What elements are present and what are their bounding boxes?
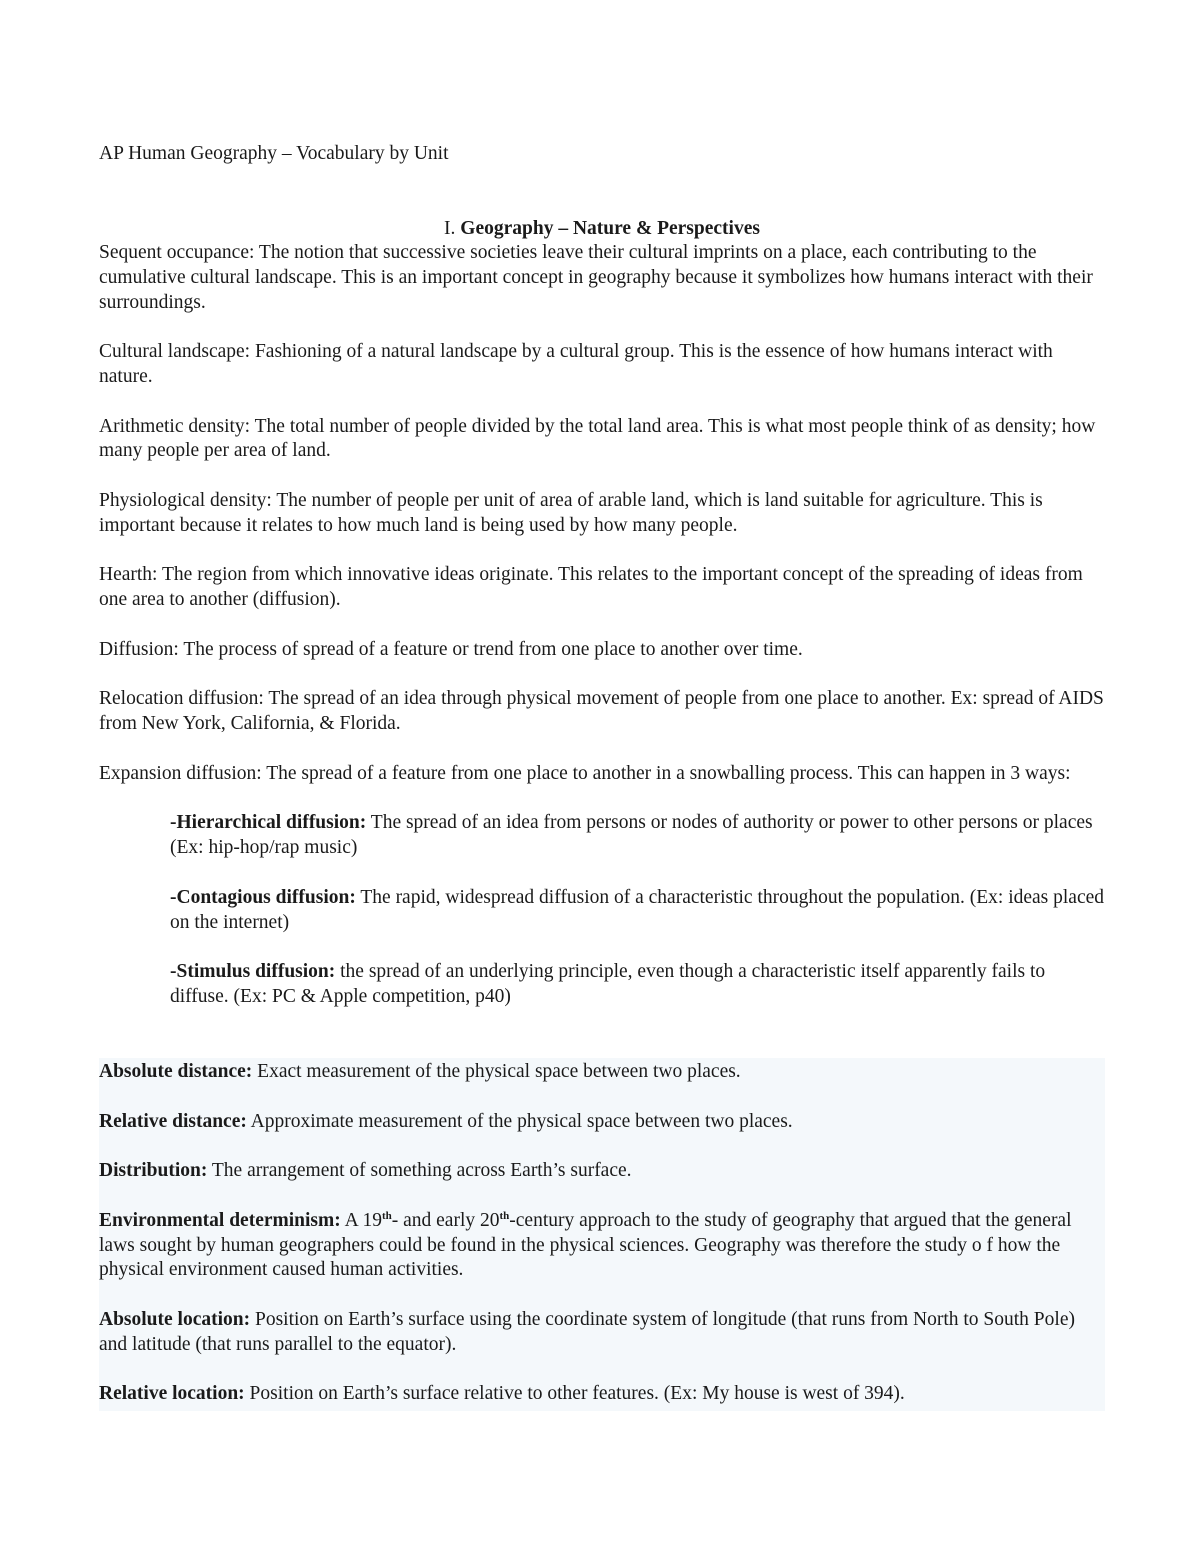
unit-heading — [99, 217, 1105, 242]
vocab-entry-sequent-occupance — [99, 241, 1105, 315]
vocab-term: Relative distance: — [99, 1110, 247, 1132]
vocab-definition: The total number of people divided by the total land area. This is what most people think of as density; how many people per area of land. — [99, 415, 1096, 462]
vocab-definition: The number of people per unit of area of arable land, which is land suitable for agriculture. This is important because it relates to how much land is being used by how many people. — [99, 489, 1043, 536]
vocab-definition: The process of spread of a feature or trend from one place to another over time. — [183, 638, 803, 660]
vocabulary-list — [99, 241, 1105, 1035]
vocab-term: Physiological density: — [99, 489, 272, 511]
vocab-term: Expansion diffusion: — [99, 762, 262, 784]
vocab-entry-expansion-diffusion — [99, 762, 1105, 787]
vocab-definition: Position on Earth’s surface using the coordinate system of longitude (that runs from North to South Pole) and latitude (that runs parallel to the equator). — [99, 1308, 1075, 1355]
vocab-definition: The region from which innovative ideas originate. This relates to the important concept of the spreading of ideas from one area to another (diffusion). — [99, 564, 1083, 611]
document-title: AP Human Geography – Vocabulary by Unit — [99, 143, 449, 164]
vocab-entry-distribution — [99, 1159, 1105, 1184]
vocab-definition: The arrangement of something across Earth’s surface. — [211, 1160, 632, 1182]
vocab-term: Sequent occupance: — [99, 242, 255, 263]
vocab-term: Environmental determinism: — [99, 1209, 341, 1231]
vocab-term: Relative location: — [99, 1383, 245, 1405]
vocab-term: -Contagious diffusion: — [170, 886, 356, 908]
vocab-entry-arithmetic-density — [99, 415, 1105, 465]
vocab-definition: The spread of a feature from one place to another in a snowballing process. This can happen in 3 ways: — [266, 762, 1071, 784]
vocab-definition: Position on Earth’s surface relative to other features. (Ex: My house is west of 394). — [249, 1383, 905, 1405]
superscript-th: th — [499, 1209, 510, 1222]
vocab-definition-part: - and early 20 — [391, 1209, 500, 1231]
vocab-subentry-hierarchical — [170, 811, 1105, 861]
vocab-entry-diffusion — [99, 638, 1105, 663]
vocab-definition: The spread of an idea through physical movement of people from one place to another. Ex: spread of AIDS from New York, California, & Florida. — [99, 688, 1104, 735]
vocab-term: Absolute location: — [99, 1308, 251, 1330]
expansion-diffusion-types — [170, 811, 1105, 1009]
vocab-entry-hearth — [99, 563, 1105, 613]
vocab-definition: Fashioning of a natural landscape by a cultural group. This is the essence of how humans interact with nature. — [99, 341, 1053, 387]
superscript-th: th — [381, 1209, 392, 1222]
vocab-term: Diffusion: — [99, 638, 179, 660]
vocab-term: -Stimulus diffusion: — [170, 961, 336, 983]
vocab-entry-absolute-distance — [99, 1060, 1105, 1085]
vocab-subentry-stimulus — [170, 960, 1105, 1010]
vocab-term: Cultural landscape: — [99, 341, 251, 363]
vocab-definition-part: A 19 — [344, 1209, 382, 1231]
shaded-vocabulary-block — [99, 1058, 1105, 1411]
vocab-entry-relative-location — [99, 1382, 1105, 1407]
unit-numeral: I. — [444, 218, 456, 239]
vocab-term: -Hierarchical diffusion: — [170, 812, 367, 834]
vocab-entry-relative-distance — [99, 1110, 1105, 1135]
vocab-entry-cultural-landscape — [99, 340, 1105, 390]
vocab-term: Arithmetic density: — [99, 415, 251, 437]
vocab-term: Relocation diffusion: — [99, 688, 264, 710]
vocab-definition-part: -century approach to the study of geography that argued that the general laws sought by human geographers could be found in the physical sciences. Geography was therefore the study o f how the physical environment caused human activities. — [99, 1209, 1072, 1281]
vocab-term: Hearth: — [99, 564, 158, 586]
vocab-definition: The rapid, widespread diffusion of a characteristic throughout the population. (Ex: ideas placed on the internet) — [170, 886, 1105, 933]
vocab-definition: Exact measurement of the physical space between two places. — [257, 1061, 741, 1082]
vocab-definition: The spread of an idea from persons or nodes of authority or power to other persons or places (Ex: hip-hop/rap music) — [170, 812, 1093, 859]
vocab-entry-absolute-location — [99, 1308, 1105, 1358]
vocab-entry-physiological-density — [99, 489, 1105, 539]
vocab-definition: Approximate measurement of the physical space between two places. — [250, 1110, 793, 1132]
vocab-subentry-contagious — [170, 886, 1105, 936]
vocab-term: Absolute distance: — [99, 1061, 253, 1082]
vocab-definition: the spread of an underlying principle, even though a characteristic itself apparently fails to diffuse. (Ex: PC & Apple competition, p40) — [170, 961, 1046, 1007]
unit-name: Geography – Nature & Perspectives — [460, 218, 760, 239]
vocab-definition: The notion that successive societies leave their cultural imprints on a place, each contributing to the cumulative cultural landscape. This is an important concept in geography because it symbolizes how humans interact with their surroundings. — [99, 242, 1093, 313]
vocab-entry-relocation-diffusion — [99, 687, 1105, 737]
vocab-entry-environmental-determinism — [99, 1209, 1105, 1283]
vocab-term: Distribution: — [99, 1160, 208, 1182]
